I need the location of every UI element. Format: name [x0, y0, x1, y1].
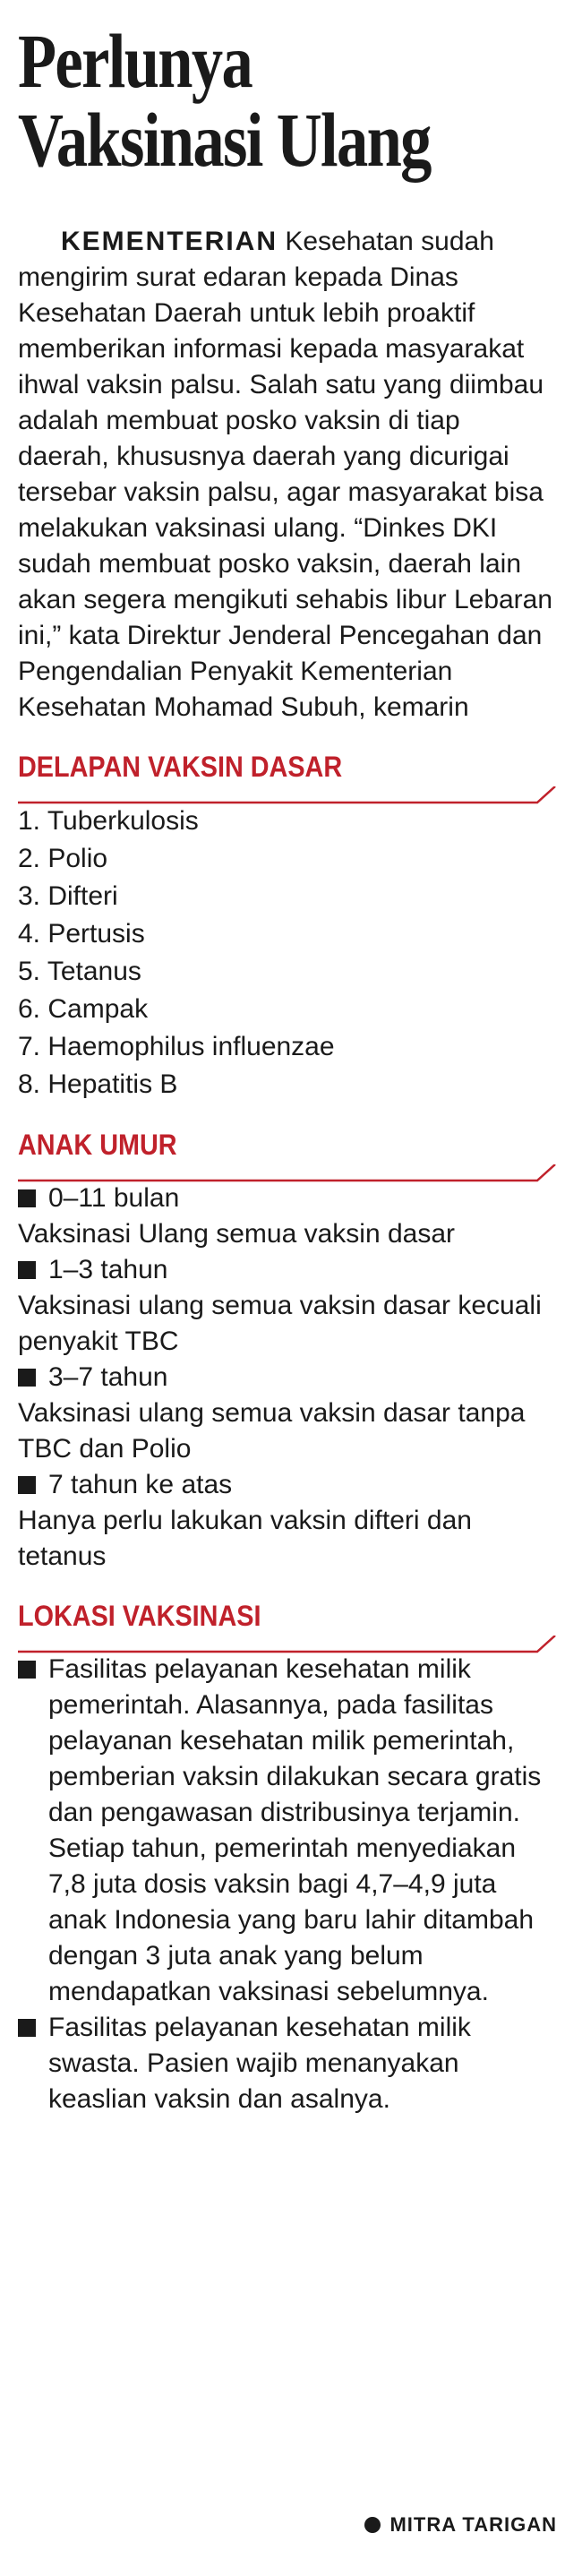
square-bullet-icon	[18, 1369, 36, 1387]
lokasi-text: Fasilitas pelayanan kesehatan milik swasta. Pasien wajib menanyakan keaslian vaksin dan asalnya.	[48, 2013, 471, 2114]
section-heading-lokasi: LOKASI VAKSINASI	[18, 1600, 261, 1632]
age-label: 0–11 bulan	[48, 1183, 180, 1213]
age-description: Vaksinasi ulang semua vaksin dasar kecuali penyakit TBC	[18, 1291, 542, 1356]
section-rule	[18, 1636, 557, 1652]
square-bullet-icon	[18, 1261, 36, 1279]
age-label: 1–3 tahun	[48, 1255, 168, 1284]
article	[0, 18, 582, 2576]
list-item: 4. Pertusis	[18, 919, 145, 949]
list-item: 1. Tuberkulosis	[18, 806, 199, 836]
age-description: Hanya perlu lakukan vaksin difteri dan tetanus	[18, 1506, 472, 1571]
square-bullet-icon	[18, 2019, 36, 2037]
section-heading-vaksin-dasar: DELAPAN VAKSIN DASAR	[18, 751, 343, 783]
list-item: 2. Polio	[18, 844, 108, 873]
age-group-0-11-bulan	[18, 1181, 557, 1216]
intro-lead: KEMENTERIAN	[61, 227, 278, 256]
bullet-dot-icon	[364, 2517, 381, 2533]
lokasi-item-swasta	[18, 2010, 557, 2117]
square-bullet-icon	[18, 1661, 36, 1679]
title-line-2: Vaksinasi Ulang	[18, 97, 431, 183]
list-item: 5. Tetanus	[18, 957, 141, 986]
author-name: MITRA TARIGAN	[389, 2513, 557, 2536]
list-item: 8. Hepatitis B	[18, 1069, 178, 1099]
lokasi-item-pemerintah	[18, 1652, 557, 2010]
age-description: Vaksinasi Ulang semua vaksin dasar	[18, 1219, 456, 1249]
section-vaksin-dasar	[18, 749, 557, 1103]
square-bullet-icon	[18, 1476, 36, 1494]
title-line-1: Perlunya	[18, 18, 252, 104]
vaksin-dasar-list	[18, 803, 557, 1103]
list-item: 6. Campak	[18, 994, 149, 1024]
intro-paragraph	[18, 224, 557, 726]
age-description: Vaksinasi ulang semua vaksin dasar tanpa TBC dan Polio	[18, 1398, 526, 1464]
square-bullet-icon	[18, 1189, 36, 1207]
age-group-3-7-tahun	[18, 1360, 557, 1395]
list-item: 7. Haemophilus influenzae	[18, 1032, 335, 1061]
section-lokasi-vaksinasi	[18, 1598, 557, 2117]
age-label: 3–7 tahun	[48, 1362, 168, 1392]
intro-text: Kesehatan sudah mengirim surat edaran kepada Dinas Kesehatan Daerah untuk lebih proaktif memberikan informasi kepada masyarakat ihwal vaksin palsu. Salah satu yang diimbau adalah membuat posko vaksin di tiap daerah, khususnya daerah yang dicurigai tersebar vaksin palsu, agar masyarakat bisa melakukan vaksinasi ulang. “Dinkes DKI sudah membuat posko vaksin, daerah lain akan segera mengikuti sehabis libur Lebaran ini,” kata Direktur Jenderal Pencegahan dan Pengendalian Penyakit Kementerian Kesehatan Mohamad Subuh, kemarin	[18, 227, 553, 722]
list-item: 3. Difteri	[18, 881, 118, 911]
lokasi-text: Fasilitas pelayanan kesehatan milik pemerintah. Alasannya, pada fasilitas pelayanan kesehatan milik pemerintah, pemberian vaksin dilakukan secara gratis dan pengawasan distribusinya terjamin. Setiap tahun, pemerintah menyediakan 7,8 juta dosis vaksin bagi 4,7–4,9 juta anak Indonesia yang baru lahir ditambah dengan 3 juta anak yang belum mendapatkan vaksinasi sebelumnya.	[48, 1654, 542, 2006]
age-group-7-tahun-ke-atas	[18, 1467, 557, 1503]
article-title	[18, 18, 561, 183]
age-group-1-3-tahun	[18, 1252, 557, 1288]
age-label: 7 tahun ke atas	[48, 1470, 233, 1499]
section-heading-anak-umur: ANAK UMUR	[18, 1129, 177, 1161]
section-anak-umur	[18, 1127, 557, 1575]
author-credit	[364, 2513, 557, 2537]
section-rule	[18, 1164, 557, 1181]
section-rule	[18, 786, 557, 803]
